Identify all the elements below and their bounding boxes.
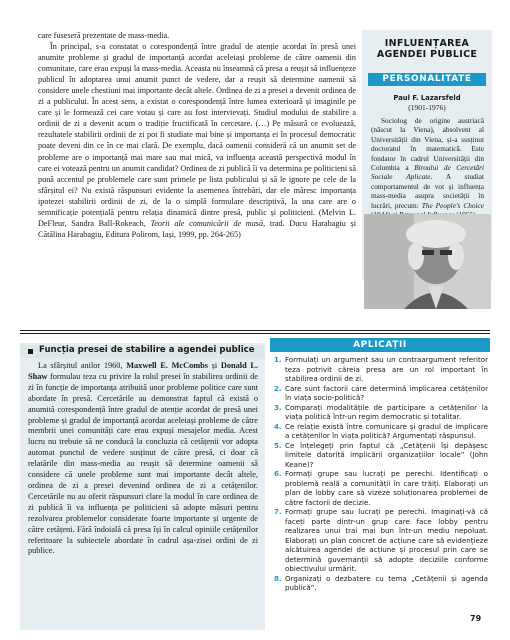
list-item (274, 355, 488, 384)
bio-italic-peoples-choice: The People's Choice (421, 200, 484, 210)
portrait-photo (364, 214, 491, 309)
info-body-text: formulau teza cu privire la rolul presei în stabilirea ordinii de zi în funcție de importanța atribuită unor probleme politice care sunt abordate în presă. Cercetările au demonstrat faptul că există o anumită corespondență între gradul de atenție acordat de presă unei probleme și gradul de importanță acordat aceleiași probleme de către membrii unei comunități care erau expuși mesajelor media. Acest lucru nu trebuie să ne conducă la concluzia că cetățenii vor adopta automat punctul de vedere susținut de către presă, ci doar că relatările din mass-media au reușit să determine oamenii să considere că unele probleme sunt mai importante decât altele, ordinea de zi a presei devenind ordinea de zi a cetățenilor. Cercetările nu au oferit răspunsuri clare la modul în care ordinea de zi publică îi va influența pe politicieni să adopte măsuri pentru rezolvarea problemelor considerate foarte importante și urgente de către cetățeni. Fără îndoială că presa își în calcul opiniile cetățenilor referitoare la subiectele abordate în cadrul așa-zisei ordini de zi publice. (28, 371, 258, 556)
bio-italic-bureau: Biroului de Cercetări Sociale Aplicate (371, 163, 484, 182)
paragraph-continuation: care fuseseră prezentate de mass-media. (38, 31, 170, 40)
portrait-drawing (364, 214, 491, 309)
info-paragraph (28, 361, 258, 557)
item-number: 7. (274, 507, 282, 516)
item-number: 2. (274, 383, 282, 393)
info-box-body (28, 361, 258, 557)
sidebar-title-line1: INFLUENȚAREA (384, 38, 470, 49)
author-shaw: Donald L. Shaw (28, 361, 258, 381)
list-item (274, 384, 488, 403)
applications-title: APLICAȚII (353, 340, 407, 350)
paragraph-agenda-study (38, 41, 356, 240)
page-number: 79 (470, 614, 482, 623)
item-number: 3. (274, 402, 282, 412)
list-item (274, 441, 488, 470)
item-number: 5. (274, 440, 282, 450)
book-title-italic: Teorii ale comunicării de masă (150, 218, 264, 228)
section-divider-bottom (20, 333, 490, 334)
person-name: Paul F. Lazarsfeld (393, 94, 461, 102)
square-bullet-icon (28, 349, 33, 354)
bio-part-b: . A studiat comportamentul de vot și influența mass-media asupra societății în lucrări, precum: (371, 172, 484, 210)
item-text: Care sunt factorii care determină implicarea cetățenilor în viața socio-politică? (285, 383, 488, 402)
paragraph-agenda-body: În principal, s-a constatat o corespondență între gradul de atenție acordat în presă unei anumite probleme și gradul de importanță acordat aceleiași probleme de către oamenii din comunitate, care erau expuși la mass-media. Aceasta nu înseamnă că presa a reușit să influențeze publicul în adoptarea unui anumit punct de vedere, dar a reușit să determine oamenii să considere unele chestiuni mai importante decât altele. Ordinea de zi a presei a devenit ordinea de zi a publicului. În acest sens, a existat o corespondență între lumea exterioară și imaginile pe care și le formează cei care votau și care au fost intervievați. Studiul modului de stabilire a ordinii de zi a devenit acum o tradiție fructificată în cercetare. (…) Pe măsură ce evoluează, rezultatele stabilirii ordinii de zi pot fi studiate mai bine și importanța ei în procesul democratic poate deveni din ce în ce mai clară. De exemplu, dacă oamenii consideră că un anumit set de probleme are o importanță mai mare sau mai mică, va influența această perspectivă modul în care ei votează pentru un anumit candidat? Ordinea de zi publică îi va determina pe politicieni să pună accentul pe problemele care sunt primele pe lista publicului și să le ignore pe cele de la sfârșitul ei? Nu există răspunsuri evidente la asemenea întrebări, dar ele măresc importanța ipotezei stabilirii ordinii de zi, de la o simplă formulare descriptivă, la una care are o semnificație potențială pentru relația dinamică dintre presă, public și politicieni. (Melvin L. DeFleur, Sandra Ball-Rokeach, (38, 42, 356, 228)
applications-list (274, 355, 488, 593)
info-intro: La sfârșitul anilor 1960, (38, 361, 127, 370)
author-mccombs: Maxwell E. McCombs (126, 361, 208, 370)
list-item (274, 574, 488, 593)
list-item (274, 469, 488, 507)
item-text: Formulați un argument sau un contraargument referitor teza potrivit căreia presa are un rol important în stabilirea ordinii de zi. (285, 355, 488, 383)
sidebar-title (362, 38, 492, 60)
item-text: Organizați o dezbatere cu tema „Cetățenii și agenda publică”. (285, 573, 488, 592)
bio-paragraph (371, 116, 484, 219)
list-item (274, 422, 488, 441)
section-divider-top (20, 330, 490, 331)
personality-band: PERSONALITATE (368, 73, 486, 86)
item-text: Comparați modalitățile de participare a cetățenilor la viața politică într-un regim democratic și totalitar. (285, 402, 488, 421)
citation-tail: , trad. Ducu Harabagiu și Cătălina Harabagiu, Editura Polirom, Iași, 1999, pp. 264-265) (38, 218, 356, 239)
item-number: 1. (274, 355, 282, 364)
info-and: și (207, 361, 221, 370)
list-item (274, 403, 488, 422)
item-number: 8. (274, 573, 282, 583)
list-item (274, 507, 488, 574)
item-text: Ce relație există între comunicare și gradul de implicare a cetățenilor în viața politică? Argumentați răspunsul. (285, 421, 488, 440)
item-text: Ce înțelegeți prin faptul că „Cetățenii își depășesc limitele datorită implicării organizațiilor locale” (John Keane)? (285, 440, 488, 469)
main-text-top (38, 30, 356, 240)
info-box-title: Funcția presei de stabilire a agendei publice (39, 345, 255, 355)
item-text: Formați grupe sau lucrați pe perechi. Imaginați-vă că faceți parte dintr-un grup care face lobby pentru realizarea unui trai mai bun într-un mediu nepoluat. Elaborați un plan concret de acțiune care să evidențieze alcătuirea agendei de acțiune și procesul prin care se determină guvernanții să adopte deciziile conforme obiectivului urmărit. (285, 507, 488, 573)
item-text: Formați grupe sau lucrați pe perechi. Identificați o problemă reală a comunității în care trăiți. Elaborați un plan de lobby care să vizeze soluționarea problemei de către factorii de decizie. (285, 469, 488, 507)
bio-part-a: Sociolog de origine austriacă (născut la Viena), absolvent al Universității din Viena, și-a susținut doctoratul în matematică. Este fondator în cadrul Universității din Columbia a (371, 116, 484, 173)
sidebar-title-line2: AGENDEI PUBLICE (376, 49, 478, 60)
item-number: 6. (274, 469, 282, 478)
person-bio (371, 116, 484, 219)
person-years: (1901-1976) (408, 103, 446, 112)
item-number: 4. (274, 421, 282, 431)
